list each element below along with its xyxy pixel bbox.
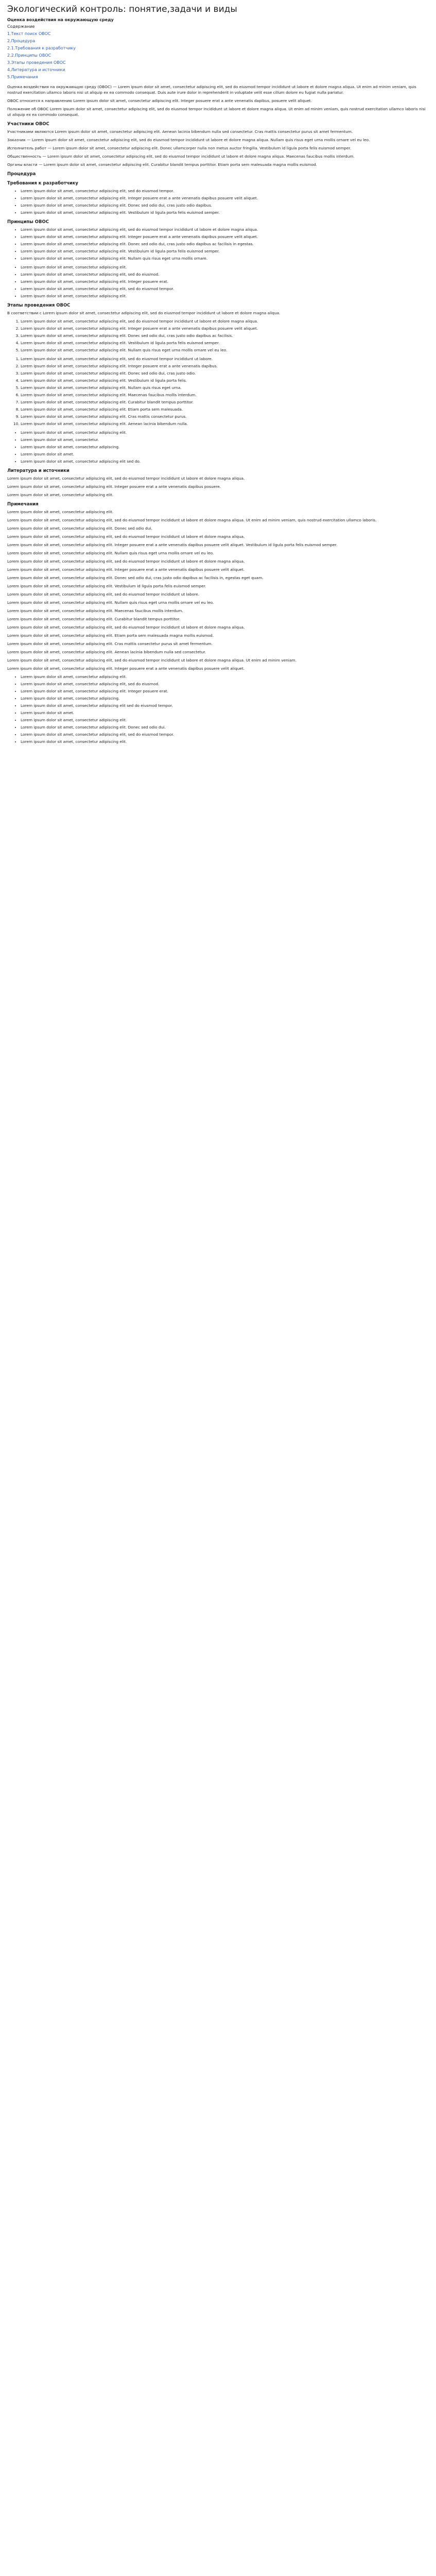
paragraph: Lorem ipsum dolor sit amet, consectetur adipiscing elit. xyxy=(7,510,114,514)
toc-link[interactable]: 2.Процедура xyxy=(7,39,36,43)
toc-link[interactable]: 2.2.Принципы ОВОС xyxy=(7,53,51,58)
list-item: 1. Lorem ipsum dolor sit amet, consectetur adipiscing elit, sed do eiusmod tempor incididunt ut labore. xyxy=(21,356,429,362)
literature-section xyxy=(7,476,429,498)
literature-heading: Литература и источники xyxy=(7,468,69,473)
paragraph: Lorem ipsum dolor sit amet, consectetur adipiscing elit, sed do eiusmod tempor incididunt ut labore et dolore magna aliqua. xyxy=(7,625,245,630)
list-item: • Lorem ipsum dolor sit amet, consectetur adipiscing elit sed do. xyxy=(21,459,429,464)
list-item: • Lorem ipsum dolor sit amet, consectetur adipiscing elit. Donec sed odio dui, cras justo odio dapibus ac facilisis in egestas. xyxy=(21,241,429,247)
paragraph: Оценка воздействия на окружающую среду (ОВОС) — Lorem ipsum dolor sit amet, consectetur adipiscing elit, sed do eiusmod tempor incididunt ut labore et dolore magna aliqua. Ut enim ad minim veniam, quis nostrud exercitation ullamco laboris nisi ut aliquip ex ea commodo consequat. Duis aute irure dolor in reprehenderit in voluptate velit esse cillum dolore eu fugiat nulla pariatur. xyxy=(7,84,416,95)
intro-section xyxy=(7,84,429,117)
toc-link[interactable]: 4.Литература и источники xyxy=(7,67,65,72)
paragraph: Lorem ipsum dolor sit amet, consectetur adipiscing elit. Vestibulum id ligula porta felis euismod semper. xyxy=(7,584,206,588)
list-item: 5. Lorem ipsum dolor sit amet, consectetur adipiscing elit. Nullam quis risus eget urna. xyxy=(21,385,429,391)
paragraph: Lorem ipsum dolor sit amet, consectetur adipiscing elit. Integer posuere erat a ante venenatis dapibus posuere velit aliquet. Vestibulum id ligula porta felis euismod semper. xyxy=(7,543,338,547)
list-item: • Lorem ipsum dolor sit amet, consectetur adipiscing elit. Integer posuere erat a ante venenatis dapibus posuere velit aliquet. xyxy=(21,234,429,240)
list-item: • Lorem ipsum dolor sit amet, consectetur adipiscing elit. Integer posuere erat. xyxy=(21,688,429,694)
list-item: • Lorem ipsum dolor sit amet, consectetur adipiscing. xyxy=(21,444,429,450)
paragraph: Общественность — Lorem ipsum dolor sit amet, consectetur adipiscing elit, sed do eiusmod tempor incididunt ut labore et dolore magna aliqua. Maecenas faucibus mollis interdum. xyxy=(7,154,355,159)
list-item: • Lorem ipsum dolor sit amet, consectetur adipiscing elit, sed do eiusmod tempor incididunt ut labore et dolore magna aliqua. xyxy=(21,227,429,232)
notes-section xyxy=(7,509,429,556)
list-item: • Lorem ipsum dolor sit amet, consectetur adipiscing elit. Vestibulum id ligula porta felis euismod semper. xyxy=(21,248,429,254)
paragraph: Положение об ОВОС Lorem ipsum dolor sit amet, consectetur adipiscing elit, sed do eiusmod tempor incididunt ut labore et dolore magna aliqua. Ut enim ad minim veniam, quis nostrud exercitation ullamco laboris nisi ut aliquip ex ea commodo consequat. xyxy=(7,107,426,117)
list-item: 10. Lorem ipsum dolor sit amet, consectetur adipiscing elit. Aenean lacinia bibendum nulla. xyxy=(21,421,429,427)
requirements-heading: Требования к разработчику xyxy=(7,181,78,186)
list-item: 8. Lorem ipsum dolor sit amet, consectetur adipiscing elit. Etiam porta sem malesuada. xyxy=(21,406,429,412)
list-item: • Lorem ipsum dolor sit amet, consectetur adipiscing elit sed do eiusmod tempor. xyxy=(21,703,429,708)
paragraph: Lorem ipsum dolor sit amet, consectetur adipiscing elit. Nullam quis risus eget urna mollis ornare vel eu leo. xyxy=(7,600,214,605)
principles-heading: Принципы ОВОС xyxy=(7,219,49,225)
list-item: • Lorem ipsum dolor sit amet, consectetur adipiscing elit. xyxy=(21,293,429,299)
principles-sublist xyxy=(7,264,429,299)
paragraph: Lorem ipsum dolor sit amet, consectetur adipiscing elit, sed do eiusmod tempor incididunt ut labore. xyxy=(7,592,200,597)
stage-item: 5. Lorem ipsum dolor sit amet, consectetur adipiscing elit. Nullam quis risus eget urna mollis ornare vel eu leo. xyxy=(21,347,429,353)
toc-label: Содержание xyxy=(7,24,35,29)
list-item: • Lorem ipsum dolor sit amet. xyxy=(21,710,429,716)
participants-section xyxy=(7,122,429,167)
list-item: • Lorem ipsum dolor sit amet, consectetur adipiscing elit. Integer posuere erat a ante venenatis dapibus posuere velit aliquet. xyxy=(21,195,429,201)
toc-link[interactable]: 2.1.Требования к разработчику xyxy=(7,46,76,50)
list-item: 9. Lorem ipsum dolor sit amet, consectetur adipiscing elit. Cras mattis consectetur purus. xyxy=(21,414,429,419)
toc-item xyxy=(7,30,429,38)
toc-link[interactable]: 3.Этапы проведения ОВОС xyxy=(7,60,66,65)
paragraph: Lorem ipsum dolor sit amet, consectetur adipiscing elit, sed do eiusmod tempor incididunt ut labore et dolore magna aliqua. xyxy=(7,476,245,481)
paragraph: Lorem ipsum dolor sit amet, consectetur adipiscing elit, sed do eiusmod tempor incididunt ut labore et dolore magna aliqua. xyxy=(7,534,245,539)
stage-item: 3. Lorem ipsum dolor sit amet, consectetur adipiscing elit. Donec sed odio dui, cras justo odio dapibus ac facilisis. xyxy=(21,333,429,338)
table-of-contents xyxy=(7,30,429,81)
list-item: 3. Lorem ipsum dolor sit amet, consectetur adipiscing elit. Donec sed odio dui, cras justo odio. xyxy=(21,370,429,376)
list-item: • Lorem ipsum dolor sit amet, consectetur adipiscing elit. xyxy=(21,430,429,435)
stage-item: 4. Lorem ipsum dolor sit amet, consectetur adipiscing elit. Vestibulum id ligula porta felis euismod semper. xyxy=(21,340,429,346)
paragraph: Исполнитель работ — Lorem ipsum dolor sit amet, consectetur adipiscing elit. Donec ullamcorper nulla non metus auctor fringilla. Vestibulum id ligula porta felis euismod semper. xyxy=(7,146,352,150)
list-item: 6. Lorem ipsum dolor sit amet, consectetur adipiscing elit. Maecenas faucibus mollis interdum. xyxy=(21,392,429,398)
list-item: • Lorem ipsum dolor sit amet, consectetur adipiscing elit. Nullam quis risus eget urna mollis ornare. xyxy=(21,256,429,261)
paragraph: Lorem ipsum dolor sit amet, consectetur adipiscing elit. Donec sed odio dui, cras justo odio dapibus ac facilisis in, egestas eget quam. xyxy=(7,575,264,580)
toc-item xyxy=(7,74,429,81)
paragraph: Lorem ipsum dolor sit amet, consectetur adipiscing elit. xyxy=(7,493,114,497)
paragraph: Lorem ipsum dolor sit amet, consectetur adipiscing elit. Etiam porta sem malesuada magna mollis euismod. xyxy=(7,633,214,638)
principles-list xyxy=(7,227,429,261)
paragraph: Органы власти — Lorem ipsum dolor sit amet, consectetur adipiscing elit. Curabitur blandit tempus porttitor. Etiam porta sem malesuada magna mollis euismod. xyxy=(7,162,317,167)
list-item: • Lorem ipsum dolor sit amet, consectetur adipiscing elit. xyxy=(21,264,429,270)
bottom-list xyxy=(7,674,429,744)
paragraph: Lorem ipsum dolor sit amet, consectetur adipiscing elit, sed do eiusmod tempor incididunt ut labore et dolore magna aliqua. xyxy=(7,559,245,564)
paragraph: Lorem ipsum dolor sit amet, consectetur adipiscing elit. Integer posuere erat a ante venenatis dapibus posuere velit aliquet. xyxy=(7,666,245,671)
stages-intro: В соответствии с Lorem ipsum dolor sit amet, consectetur adipiscing elit, sed do eiusmod tempor incididunt ut labore et dolore magna aliqua. xyxy=(7,311,281,315)
paragraph: Участниками являются Lorem ipsum dolor sit amet, consectetur adipiscing elit. Aenean lacinia bibendum nulla sed consectetur. Cras mattis consectetur purus sit amet fermentum. xyxy=(7,129,353,134)
list-item: • Lorem ipsum dolor sit amet, consectetur adipiscing elit. Integer posuere erat. xyxy=(21,279,429,284)
toc-link[interactable]: 5.Примечания xyxy=(7,75,38,79)
paragraph: Lorem ipsum dolor sit amet, consectetur adipiscing elit. Nullam quis risus eget urna mollis ornare vel eu leo. xyxy=(7,551,214,555)
list-item: • Lorem ipsum dolor sit amet, consectetur adipiscing elit, sed do eiusmod tempor. xyxy=(21,732,429,737)
paragraph: Lorem ipsum dolor sit amet, consectetur adipiscing elit. Integer posuere erat a ante venenatis dapibus posuere. xyxy=(7,484,221,489)
list-item: • Lorem ipsum dolor sit amet, consectetur adipiscing elit. xyxy=(21,717,429,723)
toc-item xyxy=(7,59,429,66)
document-page xyxy=(0,0,436,744)
toc-item xyxy=(7,45,429,52)
toc-item xyxy=(7,66,429,74)
bottom-section xyxy=(7,558,429,671)
paragraph: Lorem ipsum dolor sit amet, consectetur adipiscing elit, sed do eiusmod tempor incididunt ut labore et dolore magna aliqua. Ut enim ad minim veniam, quis nostrud exercitation ullamco laboris. xyxy=(7,518,377,522)
procedure-heading: Процедура xyxy=(7,172,36,177)
paragraph: Lorem ipsum dolor sit amet, consectetur adipiscing elit. Curabitur blandit tempus porttitor. xyxy=(7,617,181,621)
details-sublist xyxy=(7,430,429,464)
list-item: • Lorem ipsum dolor sit amet, consectetur adipiscing elit. xyxy=(21,739,429,744)
page-subtitle: Оценка воздействия на окружающую среду xyxy=(7,18,114,22)
toc-item xyxy=(7,38,429,45)
paragraph: Заказчик — Lorem ipsum dolor sit amet, consectetur adipiscing elit, sed do eiusmod tempor incididunt ut labore et dolore magna aliqua. Nullam quis risus eget urna mollis ornare vel eu leo. xyxy=(7,138,370,142)
paragraph: Lorem ipsum dolor sit amet, consectetur adipiscing elit. Donec sed odio dui. xyxy=(7,526,152,531)
toc-item xyxy=(7,52,429,59)
list-item: 2. Lorem ipsum dolor sit amet, consectetur adipiscing elit. Integer posuere erat a ante venenatis dapibus. xyxy=(21,363,429,369)
stages-list xyxy=(7,318,429,353)
stage-item: 2. Lorem ipsum dolor sit amet, consectetur adipiscing elit. Integer posuere erat a ante venenatis dapibus posuere velit aliquet. xyxy=(21,326,429,331)
stage-item: 1. Lorem ipsum dolor sit amet, consectetur adipiscing elit, sed do eiusmod tempor incididunt ut labore et dolore magna aliqua. xyxy=(21,318,429,324)
paragraph: ОВОС относится к направлению Lorem ipsum dolor sit amet, consectetur adipiscing elit. Integer posuere erat a ante venenatis dapibus, posuere velit aliquet. xyxy=(7,98,312,103)
list-item: • Lorem ipsum dolor sit amet, consectetur. xyxy=(21,437,429,443)
list-item: • Lorem ipsum dolor sit amet. xyxy=(21,451,429,457)
requirements-list xyxy=(7,188,429,215)
paragraph: Lorem ipsum dolor sit amet, consectetur adipiscing elit. Aenean lacinia bibendum nulla sed consectetur. xyxy=(7,650,206,654)
toc-link[interactable]: 1.Текст поиск ОВОС xyxy=(7,31,51,36)
list-item: • Lorem ipsum dolor sit amet, consectetur adipiscing elit. Donec sed odio dui. xyxy=(21,724,429,730)
list-item: • Lorem ipsum dolor sit amet, consectetur adipiscing elit, sed do eiusmod tempor. xyxy=(21,286,429,292)
paragraph: Lorem ipsum dolor sit amet, consectetur adipiscing elit, sed do eiusmod tempor incididunt ut labore et dolore magna aliqua. Ut enim ad minim veniam. xyxy=(7,658,297,663)
list-item: 4. Lorem ipsum dolor sit amet, consectetur adipiscing elit. Vestibulum id ligula porta felis. xyxy=(21,378,429,383)
notes-heading: Примечания xyxy=(7,502,39,507)
paragraph: Lorem ipsum dolor sit amet, consectetur adipiscing elit. Integer posuere erat a ante venenatis dapibus posuere velit aliquet. xyxy=(7,567,245,572)
list-item: • Lorem ipsum dolor sit amet, consectetur adipiscing elit, sed do eiusmod. xyxy=(21,272,429,277)
list-item: 7. Lorem ipsum dolor sit amet, consectetur adipiscing elit. Curabitur blandit tempus porttitor. xyxy=(21,399,429,405)
list-item: • Lorem ipsum dolor sit amet, consectetur adipiscing elit, sed do eiusmod. xyxy=(21,681,429,687)
list-item: • Lorem ipsum dolor sit amet, consectetur adipiscing elit, sed do eiusmod tempor. xyxy=(21,188,429,194)
list-item: • Lorem ipsum dolor sit amet, consectetur adipiscing. xyxy=(21,696,429,701)
list-item: • Lorem ipsum dolor sit amet, consectetur adipiscing elit. xyxy=(21,674,429,680)
participants-heading: Участники ОВОС xyxy=(7,122,49,127)
stages-heading: Этапы проведения ОВОС xyxy=(7,303,71,308)
list-item: • Lorem ipsum dolor sit amet, consectetur adipiscing elit. Vestibulum id ligula porta felis euismod semper. xyxy=(21,210,429,215)
page-title: Экологический контроль: понятие,задачи и виды xyxy=(7,4,237,14)
details-list xyxy=(7,356,429,427)
paragraph: Lorem ipsum dolor sit amet, consectetur adipiscing elit. Cras mattis consectetur purus sit amet fermentum. xyxy=(7,641,213,646)
list-item: • Lorem ipsum dolor sit amet, consectetur adipiscing elit. Donec sed odio dui, cras justo odio dapibus. xyxy=(21,202,429,208)
paragraph: Lorem ipsum dolor sit amet, consectetur adipiscing elit. Maecenas faucibus mollis interdum. xyxy=(7,608,183,613)
